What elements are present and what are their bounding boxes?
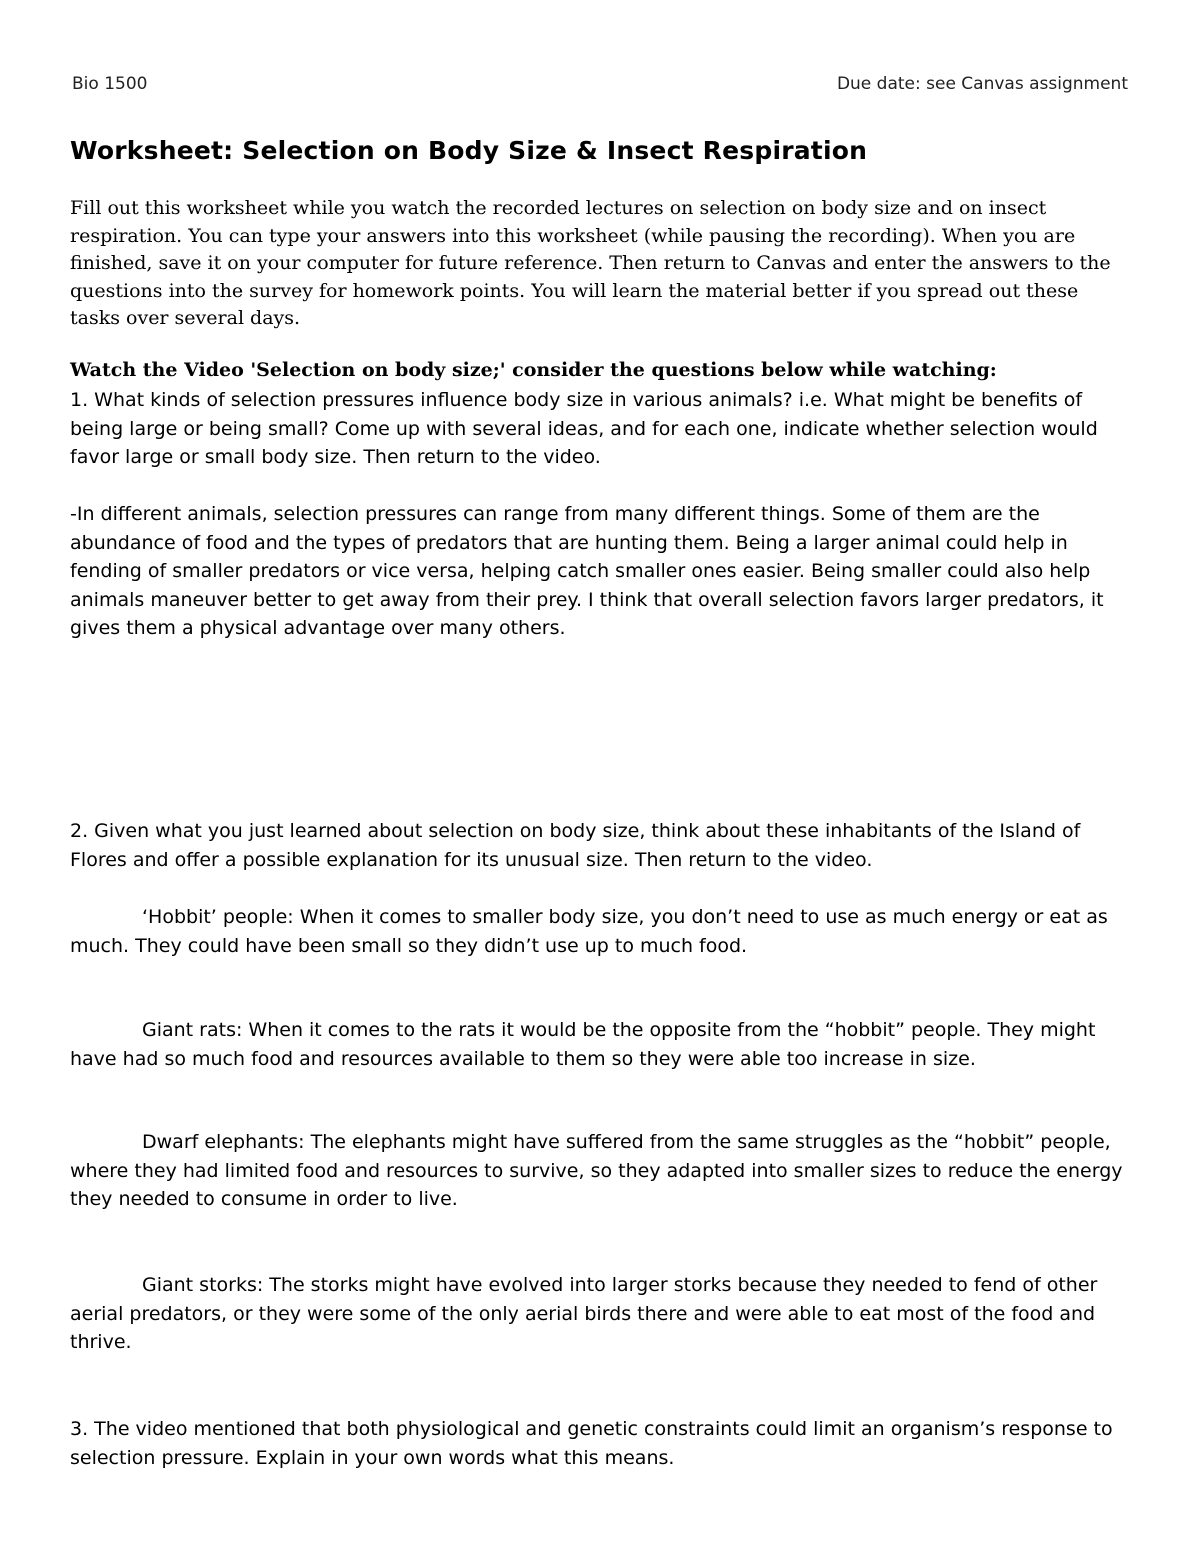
answer-1[interactable]: -In different animals, selection pressures can range from many different things. Some of them are the abundance of food and the types of predators that are hunting them. Being a larger animal could help in fending of smaller predators or vice versa, helping catch smaller ones easier. Being smaller could also help animals maneuver better to get away from their prey. I think that overall selection favors larger predators, it gives them a physical advantage over many others.	[70, 503, 1104, 640]
question-3: 3. The video mentioned that both physiological and genetic constraints could limit an organism’s response to selection pressure. Explain in your own words what this means.	[70, 1418, 1113, 1469]
question-1: 1. What kinds of selection pressures influence body size in various animals? i.e. What might be benefits of being large or being small? Come up with several ideas, and for each one, indicate whether selection would favor large or small body size. Then return to the video.	[70, 389, 1098, 469]
due-date-label: Due date: see Canvas assignment	[836, 74, 1128, 94]
answer-2-giant-storks[interactable]: Giant storks: The storks might have evolved into larger storks because they needed to fend of other aerial predators, or they were some of the only aerial birds there and were able to eat most of the food and thrive.	[70, 1274, 1098, 1354]
answer-2-giant-rats[interactable]: Giant rats: When it comes to the rats it would be the opposite from the “hobbit” people. They might have had so much food and resources available to them so they were able too increase in size.	[70, 1019, 1096, 1070]
worksheet-title: Worksheet: Selection on Body Size & Insect Respiration	[70, 136, 868, 165]
answer-2-dwarf-elephants[interactable]: Dwarf elephants: The elephants might have suffered from the same struggles as the “hobbit” people, where they had limited food and resources to survive, so they adapted into smaller sizes to reduce the energy they needed to consume in order to live.	[70, 1131, 1123, 1211]
answer-2-hobbit-people[interactable]: ‘Hobbit’ people: When it comes to smaller body size, you don’t need to use as much energy or eat as much. They could have been small so they didn’t use up to much food.	[70, 906, 1108, 957]
video-section-heading: Watch the Video 'Selection on body size;' consider the questions below while watching:	[70, 359, 997, 381]
question-2: 2. Given what you just learned about selection on body size, think about these inhabitants of the Island of Flores and offer a possible explanation for its unusual size. Then return to the video.	[70, 820, 1081, 871]
course-label: Bio 1500	[72, 74, 148, 94]
intro-paragraph: Fill out this worksheet while you watch the recorded lectures on selection on body size and on insect respiration. You can type your answers into this worksheet (while pausing the recording). When you are finished, save it on your computer for future reference. Then return to Canvas and enter the answers to the questions into the survey for homework points. You will learn the material better if you spread out these tasks over several days.	[70, 197, 1111, 329]
